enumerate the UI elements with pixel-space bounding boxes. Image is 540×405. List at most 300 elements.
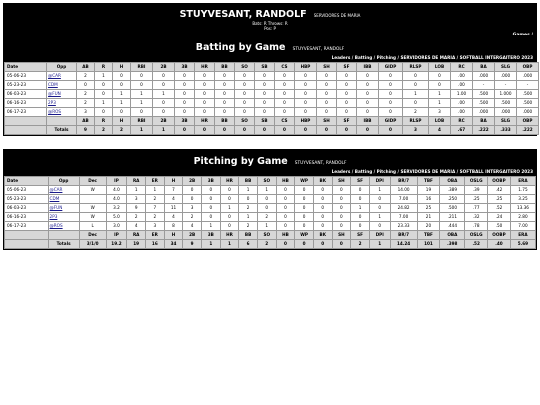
totals-header-sh: SH (317, 117, 337, 126)
totals-cell: 0 (215, 126, 235, 135)
totals-cell: 34 (164, 240, 183, 249)
cell-sh: 0 (332, 213, 351, 222)
opponent-link-text[interactable]: @CAR (49, 187, 63, 192)
cell-rlsp: 2 (403, 108, 429, 117)
opponent-link-text[interactable]: 2P3 (49, 214, 58, 219)
cell-dec: W (79, 186, 106, 195)
column-header-rlsp[interactable]: RLSP (403, 63, 429, 72)
cell-bk: 0 (313, 222, 332, 231)
opponent-link[interactable] (48, 186, 79, 195)
totals-header-3b: 3B (175, 117, 195, 126)
totals-header-so: SO (235, 117, 255, 126)
cell-date: 05-06-23 (5, 72, 47, 81)
column-header-br-7[interactable]: BR/7 (390, 177, 417, 186)
totals-header-h: H (113, 117, 131, 126)
totals-header-ra: RA (127, 231, 146, 240)
cell-r: 0 (95, 81, 113, 90)
cell-3b: 0 (201, 186, 220, 195)
cell-ip: 5.0 (106, 213, 127, 222)
totals-header-blank (47, 117, 77, 126)
totals-cell: .398 (440, 240, 465, 249)
column-header-opp[interactable]: Opp (48, 177, 79, 186)
totals-header-oobp: OOBP (488, 231, 511, 240)
pitching-table (4, 176, 536, 249)
column-header-sh[interactable]: SH (332, 177, 351, 186)
column-header-dec[interactable]: Dec (79, 177, 106, 186)
cell-bb: 0 (215, 108, 235, 117)
pitching-breadcrumb[interactable]: Leaders / Batting / Pitching / SERVIDORES DE MARIA / SOFTBALL INTERGAITERO 2023 (4, 167, 536, 176)
totals-cell: 1 (220, 240, 239, 249)
cell-sh: 0 (317, 72, 337, 81)
column-header-ra[interactable]: RA (127, 177, 146, 186)
cell-sb: 0 (255, 81, 275, 90)
table-row (5, 186, 536, 195)
cell-sh: 0 (317, 81, 337, 90)
cell-date: 06-03-23 (5, 204, 49, 213)
totals-cell: 0 (379, 126, 403, 135)
cell-r: 0 (95, 108, 113, 117)
cell-br-7: 7.00 (390, 195, 417, 204)
opponent-link[interactable] (48, 204, 79, 213)
totals-cell: 0 (295, 126, 317, 135)
column-header-bb[interactable]: BB (215, 63, 235, 72)
cell-hr: 0 (195, 81, 215, 90)
cell-sf: 0 (337, 81, 357, 90)
cell-hb: 0 (276, 222, 295, 231)
cell-sb: 0 (255, 72, 275, 81)
opponent-link[interactable] (48, 195, 79, 204)
cell-ibb: 0 (357, 108, 379, 117)
opponent-link-text[interactable]: CDM (48, 82, 58, 87)
totals-header-slg: SLG (495, 117, 517, 126)
column-header-ibb[interactable]: IBB (357, 63, 379, 72)
cell-h: 7 (164, 186, 183, 195)
cell-h: 0 (113, 81, 131, 90)
pitching-totals-row (5, 240, 536, 249)
opponent-link-text[interactable]: 2P3 (48, 100, 56, 105)
totals-cell: .333 (495, 126, 517, 135)
cell-r: 1 (95, 99, 113, 108)
totals-header-rlsp: RLSP (403, 117, 429, 126)
cell-dec: W (79, 213, 106, 222)
totals-cell: .52 (465, 240, 488, 249)
cell-era: 1.75 (510, 186, 535, 195)
cell-rbi: 1 (131, 90, 153, 99)
cell-era: 7.00 (510, 222, 535, 231)
cell-so: 0 (257, 204, 276, 213)
cell-sb: 0 (255, 108, 275, 117)
totals-cell: 0 (313, 240, 332, 249)
cell-rlsp: 0 (403, 72, 429, 81)
cell-rbi: 0 (131, 81, 153, 90)
cell-er: 2 (146, 195, 165, 204)
cell-oobp: .52 (488, 204, 511, 213)
cell-dec: W (79, 204, 106, 213)
totals-cell: 0 (195, 126, 215, 135)
totals-cell: 4 (429, 126, 451, 135)
pitching-subtitle: STUYVESANT, RANDOLF (294, 161, 347, 166)
column-header-er[interactable]: ER (146, 177, 165, 186)
totals-cell: 1 (201, 240, 220, 249)
batting-breadcrumb[interactable]: Leaders / Batting / Pitching / SERVIDORES DE MARIA / SOFTBALL INTERGAITERO 2023 (4, 53, 536, 62)
totals-cell: 3/1/0 (79, 240, 106, 249)
totals-header-2b: 2B (153, 117, 175, 126)
column-header-wp[interactable]: WP (295, 177, 314, 186)
cell-oslg: .78 (465, 222, 488, 231)
totals-header-so: SO (257, 231, 276, 240)
cell-so: 0 (235, 90, 255, 99)
cell-h: 11 (164, 204, 183, 213)
cell-sh: 0 (317, 108, 337, 117)
cell-tbf: 19 (417, 186, 440, 195)
cell-dpi: 1 (369, 186, 390, 195)
totals-header-sf: SF (337, 117, 357, 126)
totals-header-bb: BB (215, 117, 235, 126)
totals-header-lob: LOB (429, 117, 451, 126)
cell-era: 3.25 (510, 195, 535, 204)
cell-slg: 1.000 (495, 90, 517, 99)
column-header-lob[interactable]: LOB (429, 63, 451, 72)
cell-h: 0 (113, 108, 131, 117)
opponent-link[interactable] (47, 81, 77, 90)
cell-hbp: 0 (295, 90, 317, 99)
cell-obp: .000 (517, 72, 539, 81)
cell-slg: - (495, 81, 517, 90)
opponent-link-text[interactable]: @ROS (49, 223, 63, 228)
cell-h: 0 (113, 72, 131, 81)
totals-header-blank (48, 231, 79, 240)
column-header-h[interactable]: H (164, 177, 183, 186)
column-header-hr[interactable]: HR (195, 63, 215, 72)
column-header-ba[interactable]: BA (473, 63, 495, 72)
cell-rc: .00 (451, 99, 473, 108)
column-header-hb[interactable]: HB (276, 177, 295, 186)
cell-date: 06-03-23 (5, 90, 47, 99)
column-header-3b[interactable]: 3B (175, 63, 195, 72)
column-header-r[interactable]: R (95, 63, 113, 72)
cell-cs: 0 (275, 108, 295, 117)
opponent-link-text[interactable]: @FUN (49, 205, 63, 210)
cell-hr: 0 (220, 186, 239, 195)
column-header-obp[interactable]: OBP (517, 63, 539, 72)
cell-sf: 0 (351, 186, 370, 195)
totals-header-blank (5, 117, 47, 126)
totals-header-cs: CS (275, 117, 295, 126)
cell-sf: 1 (351, 204, 370, 213)
totals-cell: 19 (127, 240, 146, 249)
cell-rbi: 0 (131, 72, 153, 81)
batting-title-bar (4, 36, 536, 53)
column-header-bk[interactable]: BK (313, 177, 332, 186)
opponent-link[interactable] (47, 90, 77, 99)
totals-header-ip: IP (106, 231, 127, 240)
totals-cell: 0 (276, 240, 295, 249)
player-bats-throws: Bats: R Throws: R (252, 21, 288, 26)
totals-cell: 2 (257, 240, 276, 249)
cell-3b: 0 (175, 108, 195, 117)
cell-era: 13.36 (510, 204, 535, 213)
column-header-hr[interactable]: HR (220, 177, 239, 186)
pitching-title-bar (4, 150, 536, 167)
totals-cell: 2 (113, 126, 131, 135)
totals-header-hr: HR (220, 231, 239, 240)
cell-3b: 0 (201, 204, 220, 213)
totals-cell: 5.69 (510, 240, 535, 249)
totals-cell: 0 (255, 126, 275, 135)
cell-3b: 0 (175, 81, 195, 90)
cell-er: 1 (146, 186, 165, 195)
cell-2b: 4 (183, 222, 202, 231)
cell-wp: 0 (295, 213, 314, 222)
cell-obp: .500 (517, 90, 539, 99)
cell-rlsp: 0 (403, 99, 429, 108)
totals-cell: 19.2 (106, 240, 127, 249)
cell-oobp: .50 (488, 222, 511, 231)
cell-2b: 0 (183, 186, 202, 195)
column-header-ab[interactable]: AB (77, 63, 95, 72)
column-header-ip[interactable]: IP (106, 177, 127, 186)
cell-sf: 0 (337, 72, 357, 81)
column-header-oslg[interactable]: OSLG (465, 177, 488, 186)
cell-ab: 0 (77, 81, 95, 90)
cell-dec: L (79, 222, 106, 231)
cell-2b: 0 (153, 81, 175, 90)
cell-gidp: 0 (379, 99, 403, 108)
cell-oba: .250 (440, 195, 465, 204)
cell-sf: 0 (351, 213, 370, 222)
cell-3b: 0 (175, 99, 195, 108)
opponent-link-text[interactable]: @CAR (48, 73, 61, 78)
cell-3b: 0 (201, 195, 220, 204)
cell-2b: 0 (183, 195, 202, 204)
cell-obp: .500 (517, 99, 539, 108)
cell-sf: 0 (337, 90, 357, 99)
cell-cs: 0 (275, 72, 295, 81)
cell-hr: 0 (220, 222, 239, 231)
cell-dpi: 0 (369, 222, 390, 231)
column-header-2b[interactable]: 2B (183, 177, 202, 186)
cell-oobp: .25 (488, 195, 511, 204)
cell-ra: 9 (127, 204, 146, 213)
cell-so: 0 (235, 108, 255, 117)
totals-cell: 0 (175, 126, 195, 135)
cell-rc: 1.00 (451, 90, 473, 99)
cell-slg: .000 (495, 72, 517, 81)
cell-3b: 0 (175, 90, 195, 99)
cell-cs: 0 (275, 90, 295, 99)
column-header-slg[interactable]: SLG (495, 63, 517, 72)
column-header-rc[interactable]: RC (451, 63, 473, 72)
column-header-so[interactable]: SO (257, 177, 276, 186)
cell-sh: 0 (332, 195, 351, 204)
cell-tbf: 16 (417, 195, 440, 204)
column-header-opp[interactable]: Opp (47, 63, 77, 72)
totals-header-ibb: IBB (357, 117, 379, 126)
cell-sh: 0 (317, 90, 337, 99)
opponent-link-text[interactable]: CDM (49, 196, 60, 201)
cell-slg: .000 (495, 108, 517, 117)
batting-subtitle: STUYVESANT, RANDOLF (292, 47, 345, 52)
cell-3b: 0 (175, 72, 195, 81)
cell-dpi: 0 (369, 204, 390, 213)
column-header-sh[interactable]: SH (317, 63, 337, 72)
totals-cell: .222 (517, 126, 539, 135)
cell-oba: .389 (440, 186, 465, 195)
cell-bb: 0 (215, 81, 235, 90)
totals-cell: 14.24 (390, 240, 417, 249)
cell-date: 05-06-23 (5, 186, 49, 195)
totals-label: Totals (47, 126, 77, 135)
opponent-link-text[interactable]: @ROS (48, 109, 62, 114)
table-row (5, 99, 539, 108)
cell-ibb: 0 (357, 81, 379, 90)
column-header-so[interactable]: SO (235, 63, 255, 72)
opponent-link-text[interactable]: @FUN (48, 91, 61, 96)
column-header-bb[interactable]: BB (239, 177, 258, 186)
column-header-date[interactable]: Date (5, 177, 49, 186)
totals-cell: 9 (77, 126, 95, 135)
totals-cell: 0 (295, 240, 314, 249)
column-header-2b[interactable]: 2B (153, 63, 175, 72)
cell-bk: 0 (313, 213, 332, 222)
cell-h: 8 (164, 222, 183, 231)
totals-header-sf: SF (351, 231, 370, 240)
opponent-link[interactable] (47, 99, 77, 108)
cell-bb: 1 (239, 186, 258, 195)
totals-header-br-7: BR/7 (390, 231, 417, 240)
cell-er: 7 (146, 204, 165, 213)
cell-date: 06-16-23 (5, 213, 49, 222)
cell-h: 1 (113, 99, 131, 108)
cell-bk: 0 (313, 186, 332, 195)
cell-sh: 0 (332, 222, 351, 231)
cell-oslg: .77 (465, 204, 488, 213)
cell-hbp: 0 (295, 81, 317, 90)
column-header-oobp[interactable]: OOBP (488, 177, 511, 186)
cell-wp: 0 (295, 222, 314, 231)
column-header-sf[interactable]: SF (337, 63, 357, 72)
totals-header-ab: AB (77, 117, 95, 126)
cell-ra: 1 (127, 186, 146, 195)
cell-era: 2.80 (510, 213, 535, 222)
totals-cell: .40 (488, 240, 511, 249)
column-header-sf[interactable]: SF (351, 177, 370, 186)
cell-2b: 0 (153, 108, 175, 117)
cell-so: 0 (235, 81, 255, 90)
cell-so: 0 (235, 99, 255, 108)
table-row (5, 108, 539, 117)
cell-h: 4 (164, 195, 183, 204)
cell-sf: 0 (351, 222, 370, 231)
totals-header-dec: Dec (79, 231, 106, 240)
cell-ra: 3 (127, 195, 146, 204)
totals-header-hr: HR (195, 117, 215, 126)
column-header-gidp[interactable]: GIDP (379, 63, 403, 72)
cell-ibb: 0 (357, 99, 379, 108)
totals-cell: 0 (332, 240, 351, 249)
opponent-link[interactable] (48, 213, 79, 222)
totals-header-ba: BA (473, 117, 495, 126)
opponent-link[interactable] (48, 222, 79, 231)
cell-obp: - (517, 81, 539, 90)
totals-cell: 2 (351, 240, 370, 249)
cell-oobp: .42 (488, 186, 511, 195)
totals-cell: .222 (473, 126, 495, 135)
cell-gidp: 0 (379, 90, 403, 99)
totals-cell: 0 (357, 126, 379, 135)
cell-ip: 3.0 (106, 222, 127, 231)
cell-ra: 4 (127, 222, 146, 231)
totals-header-er: ER (146, 231, 165, 240)
totals-header-oba: OBA (440, 231, 465, 240)
opponent-link[interactable] (47, 72, 77, 81)
totals-header-3b: 3B (201, 231, 220, 240)
cell-rlsp: 1 (403, 90, 429, 99)
cell-ra: 2 (127, 213, 146, 222)
cell-so: 2 (257, 213, 276, 222)
cell-bk: 0 (313, 195, 332, 204)
cell-er: 3 (146, 222, 165, 231)
cell-ip: 4.0 (106, 186, 127, 195)
totals-cell: 1 (369, 240, 390, 249)
cell-hbp: 0 (295, 108, 317, 117)
batting-header-row (5, 63, 539, 72)
column-header-rbi[interactable]: RBI (131, 63, 153, 72)
totals-cell (5, 126, 47, 135)
cell-obp: .000 (517, 108, 539, 117)
totals-cell: 0 (235, 126, 255, 135)
cell-rbi: 1 (131, 99, 153, 108)
table-row (5, 72, 539, 81)
totals-header-era: ERA (510, 231, 535, 240)
cell-so: 1 (257, 222, 276, 231)
player-team: SERVIDORES DE MARIA (313, 13, 361, 18)
cell-so: 1 (257, 186, 276, 195)
cell-wp: 0 (295, 195, 314, 204)
cell-bb: 0 (215, 72, 235, 81)
opponent-link[interactable] (47, 108, 77, 117)
cell-2b: 2 (183, 213, 202, 222)
cell-sf: 0 (351, 195, 370, 204)
cell-hb: 0 (276, 213, 295, 222)
column-header-oba[interactable]: OBA (440, 177, 465, 186)
column-header-cs[interactable]: CS (275, 63, 295, 72)
cell-sh: 0 (332, 186, 351, 195)
totals-cell: 101 (417, 240, 440, 249)
column-header-era[interactable]: ERA (510, 177, 535, 186)
cell-hbp: 0 (295, 72, 317, 81)
cell-wp: 0 (295, 186, 314, 195)
cell-oba: .500 (440, 204, 465, 213)
column-header-hbp[interactable]: HBP (295, 63, 317, 72)
cell-lob: 1 (429, 99, 451, 108)
column-header-date[interactable]: Date (5, 63, 47, 72)
pitching-section (3, 149, 537, 250)
column-header-h[interactable]: H (113, 63, 131, 72)
column-header-dpi[interactable]: DPI (369, 177, 390, 186)
cell-sb: 0 (255, 90, 275, 99)
cell-sh: 0 (317, 99, 337, 108)
cell-date: 06-16-23 (5, 99, 47, 108)
totals-header-wp: WP (295, 231, 314, 240)
column-header-3b[interactable]: 3B (201, 177, 220, 186)
cell-rc: .00 (451, 108, 473, 117)
column-header-sb[interactable]: SB (255, 63, 275, 72)
cell-hbp: 0 (295, 99, 317, 108)
cell-bb: 0 (239, 195, 258, 204)
cell-lob: 3 (429, 108, 451, 117)
column-header-tbf[interactable]: TBF (417, 177, 440, 186)
